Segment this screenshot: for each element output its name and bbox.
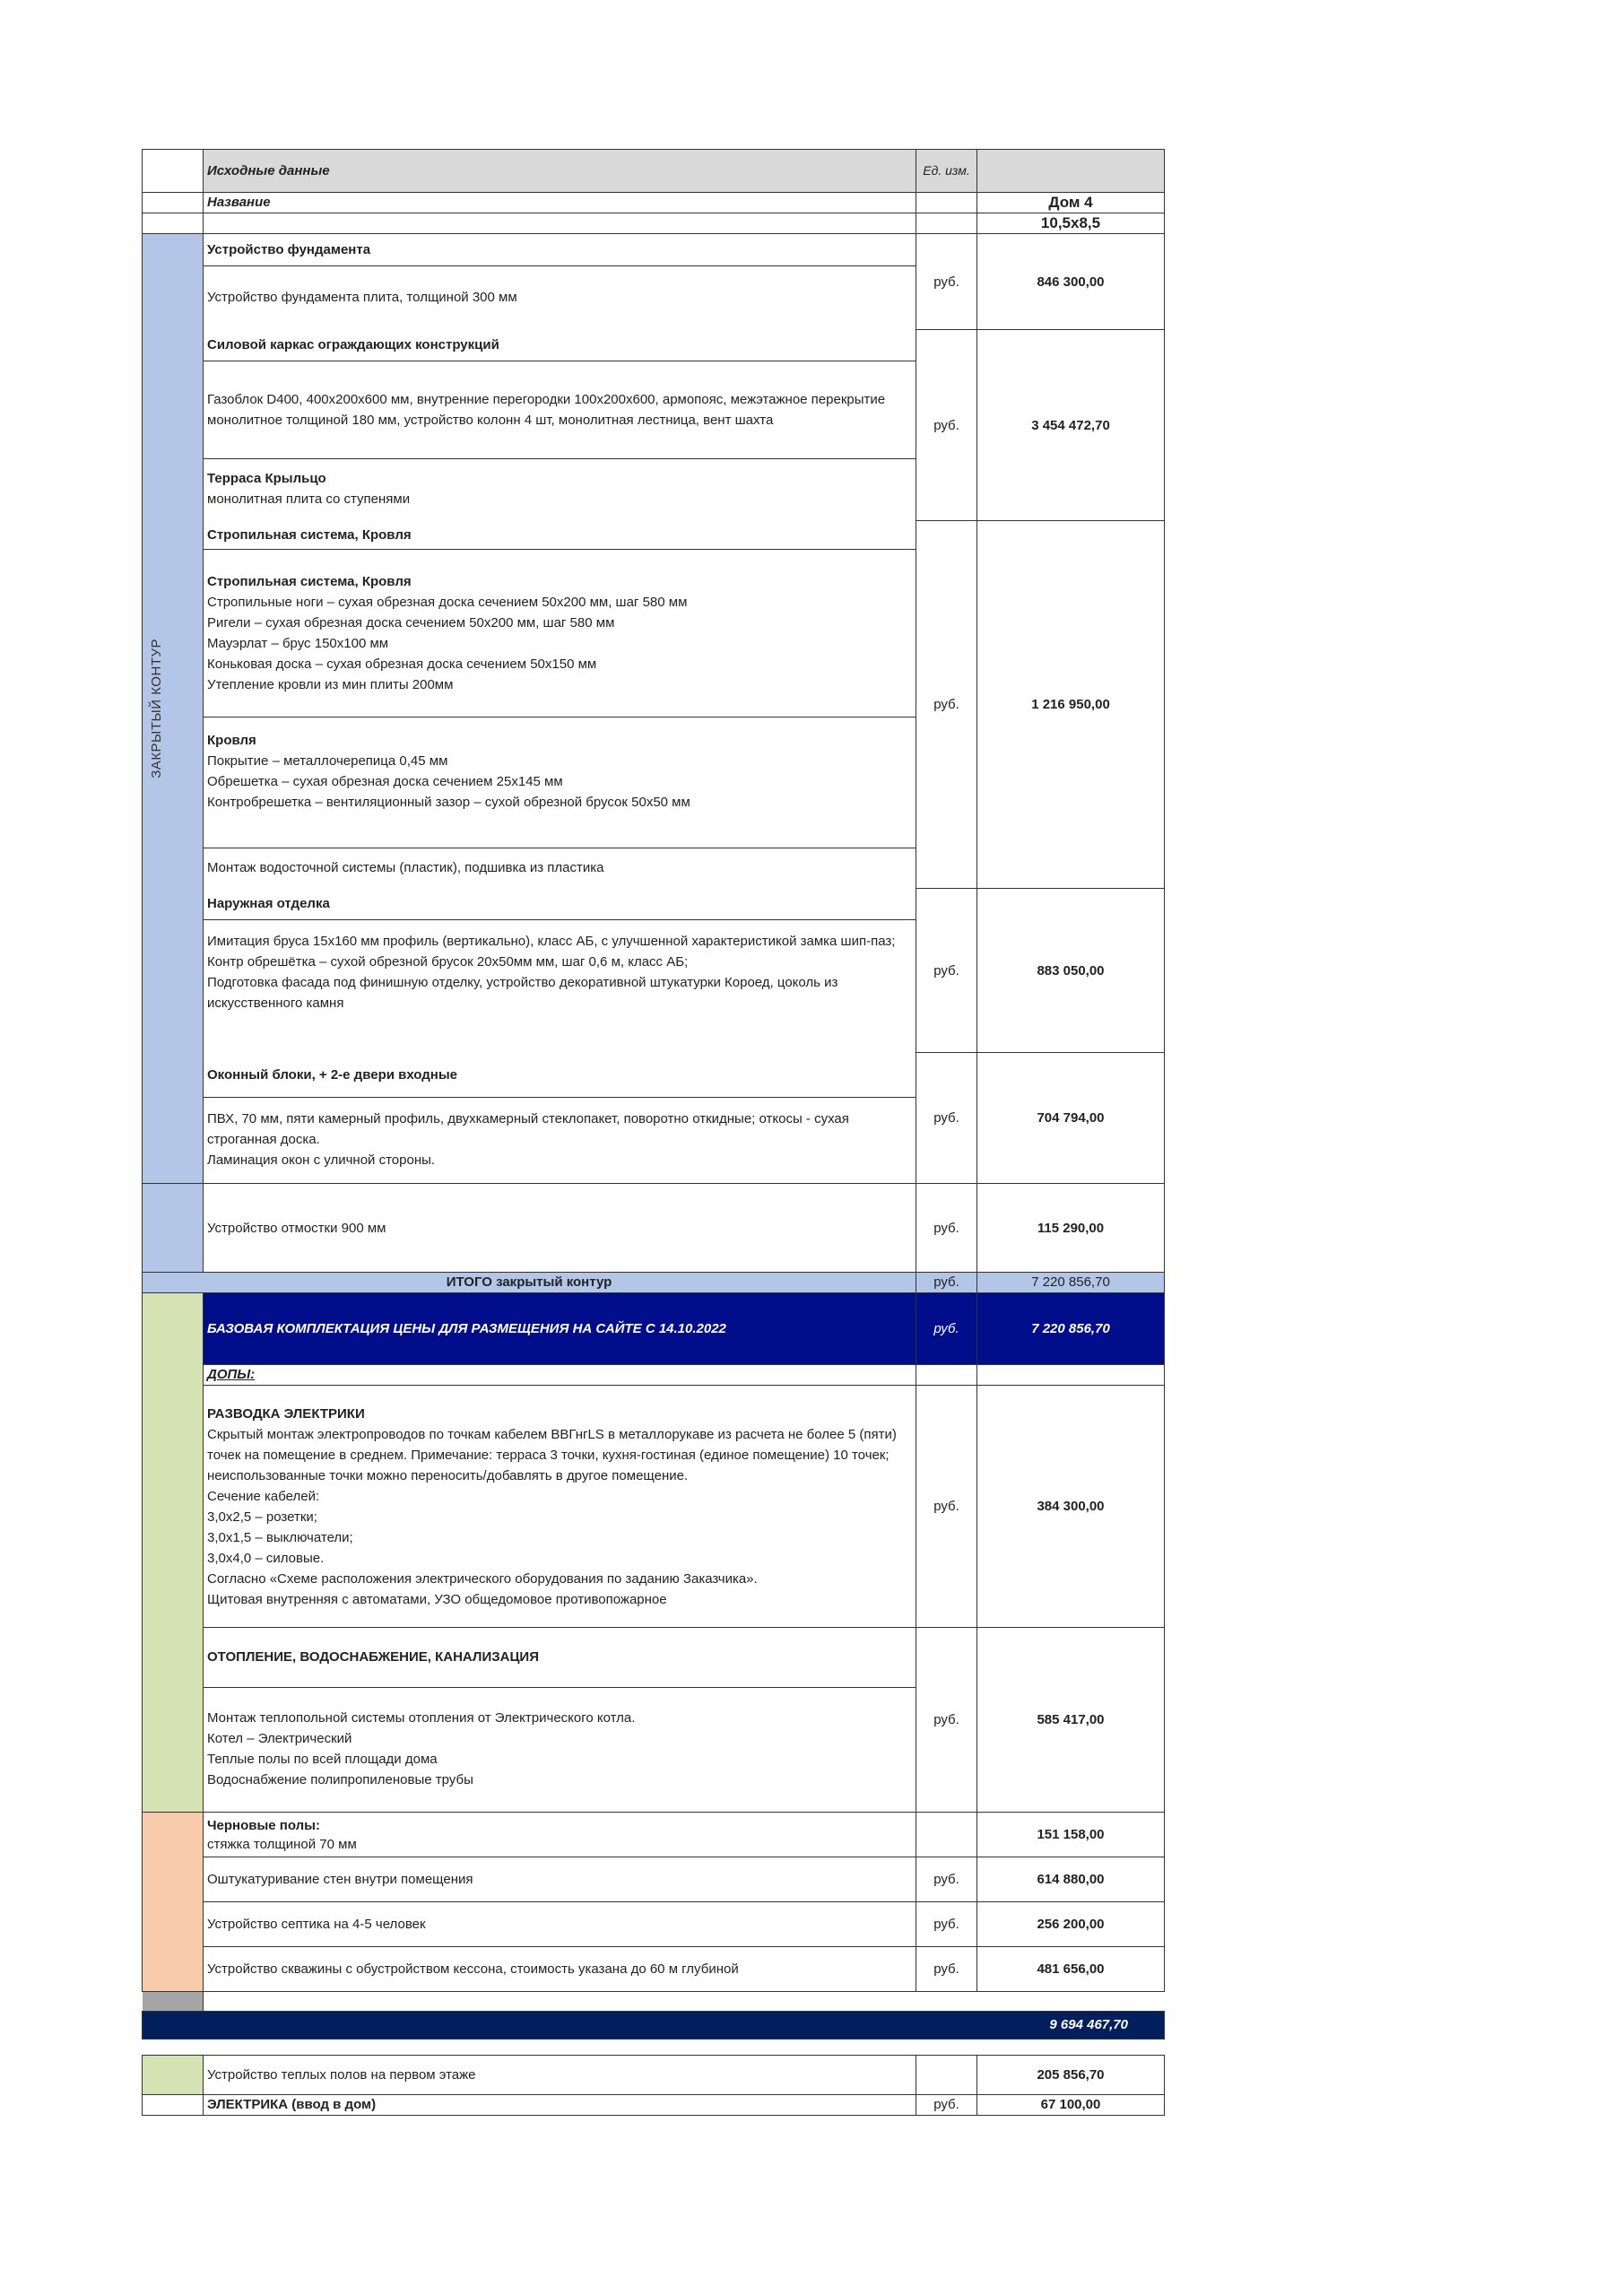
warm-floor-side: [143, 2056, 204, 2095]
name-row: [143, 193, 1165, 213]
warm-floor-unit: [916, 2056, 977, 2095]
foundation-price: 846 300,00: [977, 234, 1165, 330]
foundation-desc-cell: [204, 234, 916, 330]
name-label: Название: [204, 193, 916, 213]
warm-floor-row: [143, 2056, 1165, 2095]
facade-unit: руб.: [916, 889, 977, 1053]
electric-input-price: 67 100,00: [977, 2095, 1165, 2116]
electric-input-desc: ЭЛЕКТРИКА (ввод в дом): [204, 2095, 916, 2116]
rafter-line: Ригели – сухая обрезная доска сечением 50х200 мм, шаг 580 мм: [207, 615, 615, 631]
septic-price: 256 200,00: [977, 1902, 1165, 1947]
windows-row: [143, 1053, 1165, 1184]
frame-desc-line: Газоблок D400, 400х200х600 мм, внутренние перегородки 100х200х600, армопояс, межэтажное перекрытие: [207, 392, 886, 407]
electric-input-side: [143, 2095, 204, 2116]
rafter-cell: [204, 550, 916, 718]
facade-price: 883 050,00: [977, 889, 1165, 1053]
electric-line: 3,0х1,5 – выключатели;: [207, 1529, 353, 1545]
frame-title: Силовой каркас ограждающих конструкций: [204, 330, 916, 361]
spacer-cell: [977, 1992, 1165, 2012]
roof-row: [143, 521, 1165, 889]
facade-desc-cell: [204, 889, 916, 1053]
plaster-desc: Оштукатуривание стен внутри помещения: [204, 1857, 916, 1902]
rough-floor-row: [143, 1813, 1165, 1857]
well-row: [143, 1947, 1165, 1992]
size-blank-desc: [204, 213, 916, 234]
frame-desc: [204, 361, 916, 459]
frame-unit: руб.: [916, 330, 977, 521]
covering-line: Контробрешетка – вентиляционный зазор – сухой обрезной брусок 50х50 мм: [207, 795, 690, 810]
rough-floor-unit: [916, 1813, 977, 1857]
electric-row: [143, 1386, 1165, 1628]
plaster-unit: руб.: [916, 1857, 977, 1902]
covering-line: Покрытие – металлочерепица 0,45 мм: [207, 753, 448, 769]
foundation-row: [143, 234, 1165, 330]
heating-desc: [204, 1687, 916, 1811]
well-price: 481 656,00: [977, 1947, 1165, 1992]
heating-unit: руб.: [916, 1628, 977, 1813]
spacer-side: [143, 1992, 204, 2012]
rafter-line: Мауэрлат – брус 150х100 мм: [207, 636, 389, 651]
foundation-desc: Устройство фундамента плита, толщиной 300 мм: [207, 289, 517, 305]
heating-line: Водоснабжение полипропиленовые трубы: [207, 1772, 473, 1788]
spacer-row: [143, 1992, 1165, 2012]
facade-line: Контр обрешётка – сухой обрезной брусок 20х50мм мм, шаг 0,6 м, класс АБ;: [207, 954, 689, 970]
well-desc: Устройство скважины с обустройством кессона, стоимость указана до 60 м глубиной: [204, 1947, 916, 1992]
septic-desc: Устройство септика на 4-5 человек: [204, 1902, 916, 1947]
rough-floor-line: стяжка толщиной 70 мм: [207, 1836, 357, 1852]
warm-floor-desc: Устройство теплых полов на первом этаже: [204, 2056, 916, 2095]
header-row: [143, 150, 1165, 193]
windows-desc: [204, 1098, 916, 1182]
septic-row: [143, 1902, 1165, 1947]
facade-row: [143, 889, 1165, 1053]
septic-unit: руб.: [916, 1902, 977, 1947]
rough-floor-title: Черновые полы:: [207, 1817, 320, 1833]
electric-line: неиспользованные точки можно переносить/добавлять в другое помещение.: [207, 1467, 689, 1483]
windows-desc-cell: [204, 1053, 916, 1184]
terrace-title: Терраса Крыльцо: [207, 471, 326, 487]
facade-desc: [204, 920, 916, 1051]
frame-price: 3 454 472,70: [977, 330, 1165, 521]
electric-price: 384 300,00: [977, 1386, 1165, 1628]
header-price-cell: [977, 150, 1165, 193]
heating-row: [143, 1628, 1165, 1813]
blind-area-side: [143, 1184, 204, 1273]
windows-price: 704 794,00: [977, 1053, 1165, 1184]
closed-contour-total-label: ИТОГО закрытый контур: [143, 1273, 916, 1293]
blind-area-price: 115 290,00: [977, 1184, 1165, 1273]
blind-area-desc: Устройство отмостки 900 мм: [204, 1184, 916, 1273]
interior-side: [143, 1813, 204, 1992]
size-blank-cell: [143, 213, 204, 234]
estimate-table: [142, 149, 1165, 2116]
name-unit-cell: [916, 193, 977, 213]
roof-desc-cell: [204, 521, 916, 889]
extras-price-cell: [977, 1365, 1165, 1386]
plaster-row: [143, 1857, 1165, 1902]
electric-line: точек на помещение в среднем. Примечание: терраса 3 точки, кухня-гостиная (единое помещение) 10 точек;: [207, 1447, 890, 1463]
extras-unit-cell: [916, 1365, 977, 1386]
closed-contour-label: ЗАКРЫТЫЙ КОНТУР: [149, 639, 164, 778]
spacer-cell: [204, 1992, 916, 2012]
rafter-line: Коньковая доска – сухая обрезная доска сечением 50х150 мм: [207, 657, 597, 672]
electric-line: Сечение кабелей:: [207, 1488, 320, 1504]
covering-cell: [204, 718, 916, 848]
rafter-line: Стропильные ноги – сухая обрезная доска сечением 50х200 мм, шаг 580 мм: [207, 595, 688, 610]
blind-area-row: [143, 1184, 1165, 1273]
base-side: [143, 1293, 204, 1813]
windows-line: Ламинация окон с уличной стороны.: [207, 1152, 436, 1169]
heating-desc-cell: [204, 1628, 916, 1813]
roof-price: 1 216 950,00: [977, 521, 1165, 889]
foundation-unit: руб.: [916, 234, 977, 330]
roof-title: Стропильная система, Кровля: [204, 521, 916, 550]
rough-floor-desc: [204, 1813, 916, 1857]
electric-input-unit: руб.: [916, 2095, 977, 2116]
heating-line: Котел – Электрический: [207, 1731, 352, 1747]
base-label: БАЗОВАЯ КОМПЛЕКТАЦИЯ ЦЕНЫ ДЛЯ РАЗМЕЩЕНИЯ НА САЙТЕ С 14.10.2022: [204, 1293, 916, 1365]
header-blank-cell: [143, 150, 204, 193]
electric-title: РАЗВОДКА ЭЛЕКТРИКИ: [207, 1405, 365, 1422]
spacer-cell: [916, 1992, 977, 2012]
plaster-price: 614 880,00: [977, 1857, 1165, 1902]
covering-line: Обрешетка – сухая обрезная доска сечением 25х145 мм: [207, 774, 563, 789]
source-data-label: Исходные данные: [204, 150, 916, 193]
facade-line: Имитация бруса 15х160 мм профиль (вертикально), класс АБ, с улучшенной характеристикой замка шип-паз;: [207, 934, 896, 949]
size-unit-cell: [916, 213, 977, 234]
rafter-title: Стропильная система, Кровля: [207, 574, 412, 589]
heating-line: Монтаж теплопольной системы отопления от Электрического котла.: [207, 1710, 636, 1726]
roof-unit: руб.: [916, 521, 977, 889]
frame-desc-cell: [204, 330, 916, 521]
electric-desc: [204, 1386, 916, 1628]
blind-area-unit: руб.: [916, 1184, 977, 1273]
frame-desc-line: монолитное толщиной 180 мм, устройство колонн 4 шт, монолитная лестница, вент шахта: [207, 413, 774, 428]
size-row: [143, 213, 1165, 234]
heating-line: Теплые полы по всей площади дома: [207, 1752, 438, 1768]
closed-contour-side: [143, 234, 204, 1184]
heating-price: 585 417,00: [977, 1628, 1165, 1813]
electric-line: 3,0х4,0 – силовые.: [207, 1550, 325, 1566]
gap-cell: [143, 2039, 1165, 2056]
electric-input-row: [143, 2095, 1165, 2116]
closed-contour-total-price: 7 220 856,70: [977, 1273, 1165, 1293]
drain-desc: Монтаж водосточной системы (пластик), подшивка из пластика: [207, 859, 604, 875]
electric-line: Скрытый монтаж электропроводов по точкам кабелем ВВГнгLS в металлорукаве из расчета не более 5 (пяти): [207, 1426, 897, 1442]
well-unit: руб.: [916, 1947, 977, 1992]
windows-line: строганная доска.: [207, 1132, 320, 1148]
rough-floor-price: 151 158,00: [977, 1813, 1165, 1857]
windows-title: Оконный блоки, + 2-е двери входные: [204, 1053, 916, 1098]
warm-floor-price: 205 856,70: [977, 2056, 1165, 2095]
unit-header: Ед. изм.: [916, 150, 977, 193]
closed-contour-total-unit: руб.: [916, 1273, 977, 1293]
base-price: 7 220 856,70: [977, 1293, 1165, 1365]
gap-row: [143, 2039, 1165, 2056]
house-name: Дом 4: [977, 193, 1165, 213]
name-blank-cell: [143, 193, 204, 213]
grand-total-row: [143, 2012, 1165, 2039]
windows-line: ПВХ, 70 мм, пяти камерный профиль, двухкамерный стеклопакет, поворотно откидные; откосы - сухая: [207, 1111, 849, 1127]
facade-line: Подготовка фасада под финишную отделку, устройство декоративной штукатурки Короед, цоколь из: [207, 975, 838, 990]
electric-unit: руб.: [916, 1386, 977, 1628]
foundation-title: Устройство фундамента: [204, 234, 916, 265]
extras-row: [143, 1365, 1165, 1386]
covering-title: Кровля: [207, 733, 256, 748]
windows-unit: руб.: [916, 1053, 977, 1184]
house-size: 10,5х8,5: [977, 213, 1165, 234]
grand-total-price: 9 694 467,70: [143, 2012, 1165, 2039]
closed-contour-total-row: [143, 1273, 1165, 1293]
facade-title: Наружная отделка: [204, 889, 916, 920]
electric-line: Щитовая внутренняя с автоматами, УЗО общедомовое противопожарное: [207, 1591, 667, 1607]
terrace-cell: [204, 459, 916, 519]
rafter-line: Утепление кровли из мин плиты 200мм: [207, 677, 454, 692]
base-unit: руб.: [916, 1293, 977, 1365]
electric-line: Согласно «Схеме расположения электрического оборудования по заданию Заказчика».: [207, 1570, 758, 1587]
heating-title: ОТОПЛЕНИЕ, ВОДОСНАБЖЕНИЕ, КАНАЛИЗАЦИЯ: [204, 1628, 916, 1687]
extras-label: ДОПЫ:: [204, 1365, 916, 1386]
frame-row: [143, 330, 1165, 521]
terrace-desc: монолитная плита со ступенями: [207, 491, 411, 508]
facade-line: искусственного камня: [207, 996, 344, 1011]
base-row: [143, 1293, 1165, 1365]
electric-line: 3,0х2,5 – розетки;: [207, 1509, 317, 1525]
